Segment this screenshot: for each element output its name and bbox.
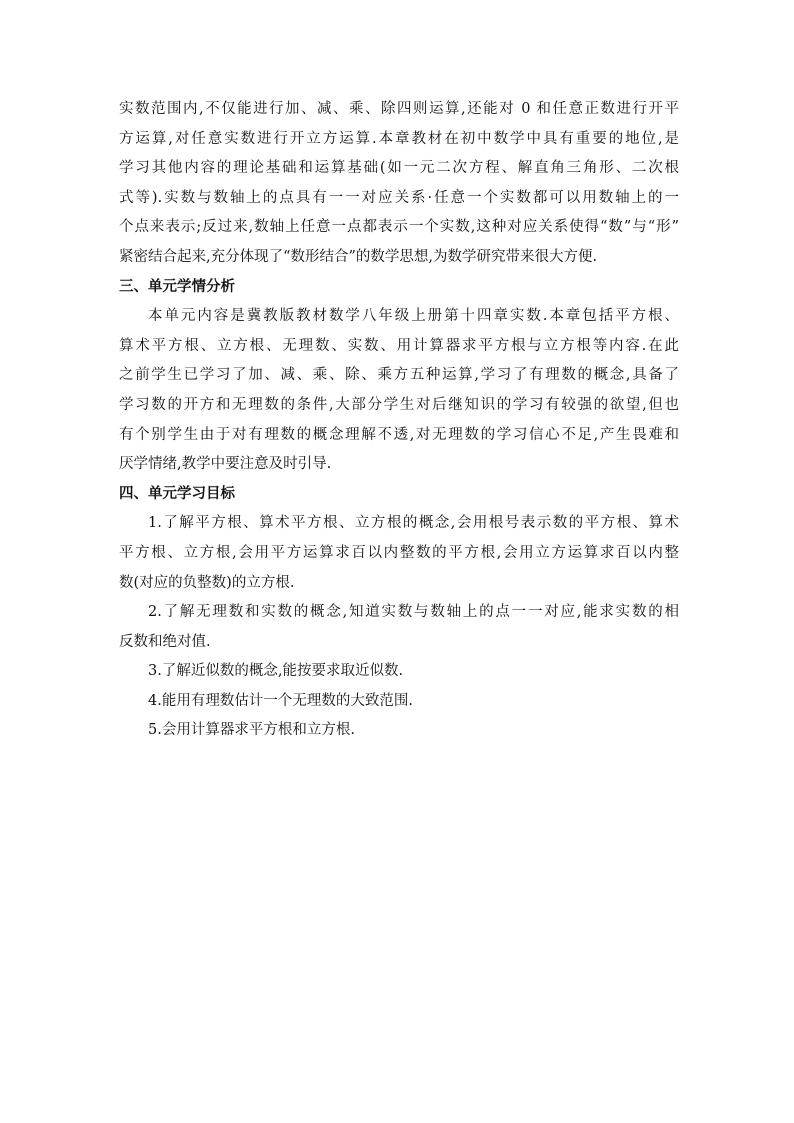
goal-item-4: 4.能用有理数估计一个无理数的大致范围. xyxy=(148,692,413,709)
document-body xyxy=(119,95,679,746)
learning-analysis-paragraph xyxy=(119,302,679,480)
text-line: 反数和绝对值. xyxy=(119,633,211,650)
intro-paragraph xyxy=(119,95,679,273)
text-line: 个点来表示;反过来,数轴上任意一点都表示一个实数,这种对应关系使得“数”与“形” xyxy=(119,219,679,236)
text-line: 紧密结合起来,充分体现了“数形结合”的数学思想,为数学研究带来很大方便. xyxy=(119,248,598,265)
text-line: 数(对应的负整数)的立方根. xyxy=(119,574,295,591)
text-line: 式等).实数与数轴上的点具有一一对应关系·任意一个实数都可以用数轴上的一 xyxy=(119,189,679,206)
text-line: 学习其他内容的理论基础和运算基础(如一元二次方程、解直角三角形、二次根 xyxy=(119,160,679,177)
text-line: 1.了解平方根、算术平方根、立方根的概念,会用根号表示数的平方根、算术 xyxy=(148,515,679,532)
text-line: 2.了解无理数和实数的概念,知道实数与数轴上的点一一对应,能求实数的相 xyxy=(148,604,679,621)
text-line: 之前学生已学习了加、减、乘、除、乘方五种运算,学习了有理数的概念,具备了 xyxy=(119,367,679,384)
text-line: 学习数的开方和无理数的条件,大部分学生对后继知识的学习有较强的欲望,但也 xyxy=(119,396,679,413)
text-line: 厌学情绪,教学中要注意及时引导. xyxy=(119,456,332,473)
text-line: 实数范围内,不仅能进行加、减、乘、除四则运算,还能对 0 和任意正数进行开平 xyxy=(119,101,679,117)
goal-item-3: 3.了解近似数的概念,能按要求取近似数. xyxy=(148,663,404,680)
goal-item-2 xyxy=(119,598,679,657)
text-line: 有个别学生由于对有理数的概念理解不透,对无理数的学习信心不足,产生畏难和 xyxy=(119,426,679,443)
text-line: 平方根、立方根,会用平方运算求百以内整数的平方根,会用立方运算求百以内整 xyxy=(119,544,679,561)
section-heading-learning-goals: 四、单元学习目标 xyxy=(119,485,235,502)
section-heading-learning-analysis: 三、单元学情分析 xyxy=(119,278,235,295)
text-line: 方运算,对任意实数进行开立方运算.本章教材在初中数学中具有重要的地位,是 xyxy=(119,130,679,147)
text-line: 算术平方根、立方根、无理数、实数、用计算器求平方根与立方根等内容.在此 xyxy=(119,337,679,354)
goal-item-5: 5.会用计算器求平方根和立方根. xyxy=(148,722,355,739)
text-line: 本单元内容是冀教版教材数学八年级上册第十四章实数.本章包括平方根、 xyxy=(148,308,679,325)
goal-item-1 xyxy=(119,509,679,598)
